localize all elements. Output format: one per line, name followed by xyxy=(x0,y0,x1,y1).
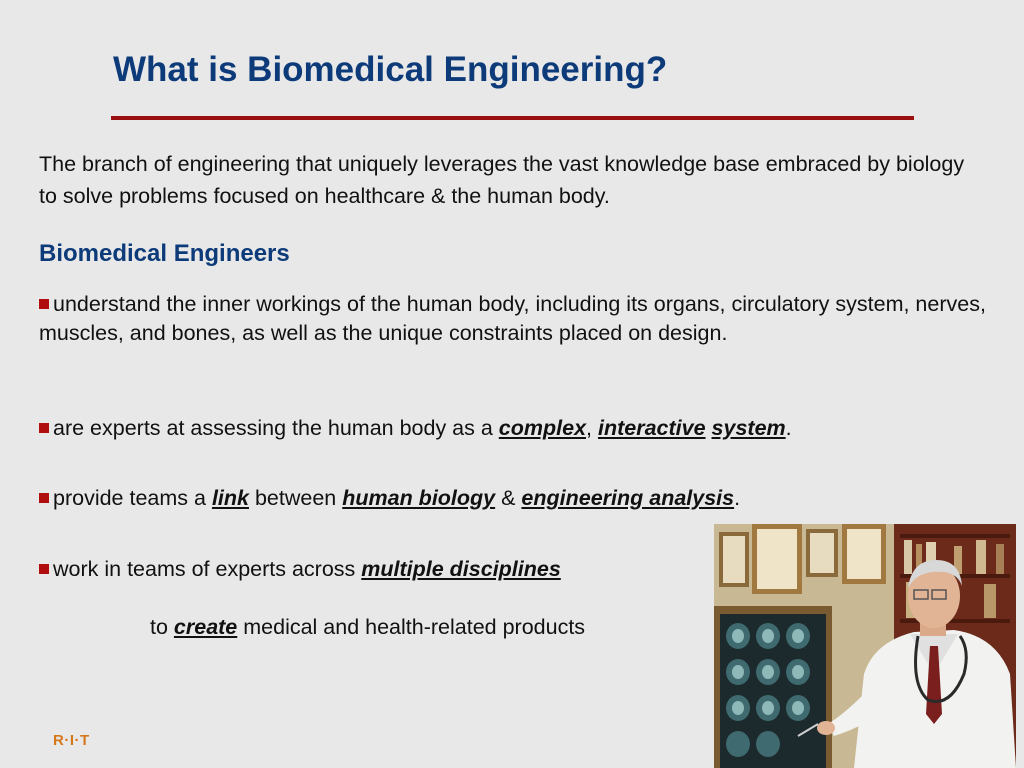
bullet-text: . xyxy=(734,486,741,510)
bullet-text: , xyxy=(586,416,598,440)
doctor-viewing-xrays-photo xyxy=(714,524,1016,768)
bullet-text: understand the inner workings of the human body, including its organs, circulatory system, nerves, muscles, and bones, as well as the unique constraints placed on design. xyxy=(39,292,986,345)
bullet-item-2 xyxy=(39,414,989,443)
bullet-square-icon xyxy=(39,299,49,309)
bullet-item-1 xyxy=(39,290,989,348)
bullet-text: & xyxy=(495,486,522,510)
bullet-text: work in teams of experts across xyxy=(53,557,362,581)
title-underline-rule xyxy=(111,116,914,120)
intro-paragraph: The branch of engineering that uniquely leverages the vast knowledge base embraced by biology to solve problems focused on healthcare & the human body. xyxy=(39,152,965,208)
slide-title: What is Biomedical Engineering? xyxy=(113,50,668,89)
rit-logo: R·I·T xyxy=(53,732,90,749)
bullet-text: . xyxy=(785,416,792,440)
emphasis-interactive: interactive xyxy=(597,416,706,440)
bullet-continuation xyxy=(150,613,585,642)
bullet-text: provide teams a xyxy=(53,486,212,510)
emphasis-create: create xyxy=(173,615,238,639)
continuation-text: medical and health-related products xyxy=(237,615,586,639)
bullet-text: are experts at assessing the human body as a xyxy=(53,416,499,440)
emphasis-human-biology: human biology xyxy=(342,486,496,510)
emphasis-link: link xyxy=(211,486,249,510)
bullet-square-icon xyxy=(39,423,49,433)
emphasis-engineering-analysis: engineering analysis xyxy=(521,486,735,510)
subheading: Biomedical Engineers xyxy=(39,240,290,267)
bullet-text: between xyxy=(249,486,343,510)
emphasis-complex: complex xyxy=(498,416,587,440)
emphasis-system: system xyxy=(711,416,786,440)
emphasis-multiple-disciplines: multiple disciplines xyxy=(361,557,561,581)
bullet-square-icon xyxy=(39,564,49,574)
bullet-item-3 xyxy=(39,484,989,513)
continuation-text: to xyxy=(150,615,174,639)
bullet-square-icon xyxy=(39,493,49,503)
